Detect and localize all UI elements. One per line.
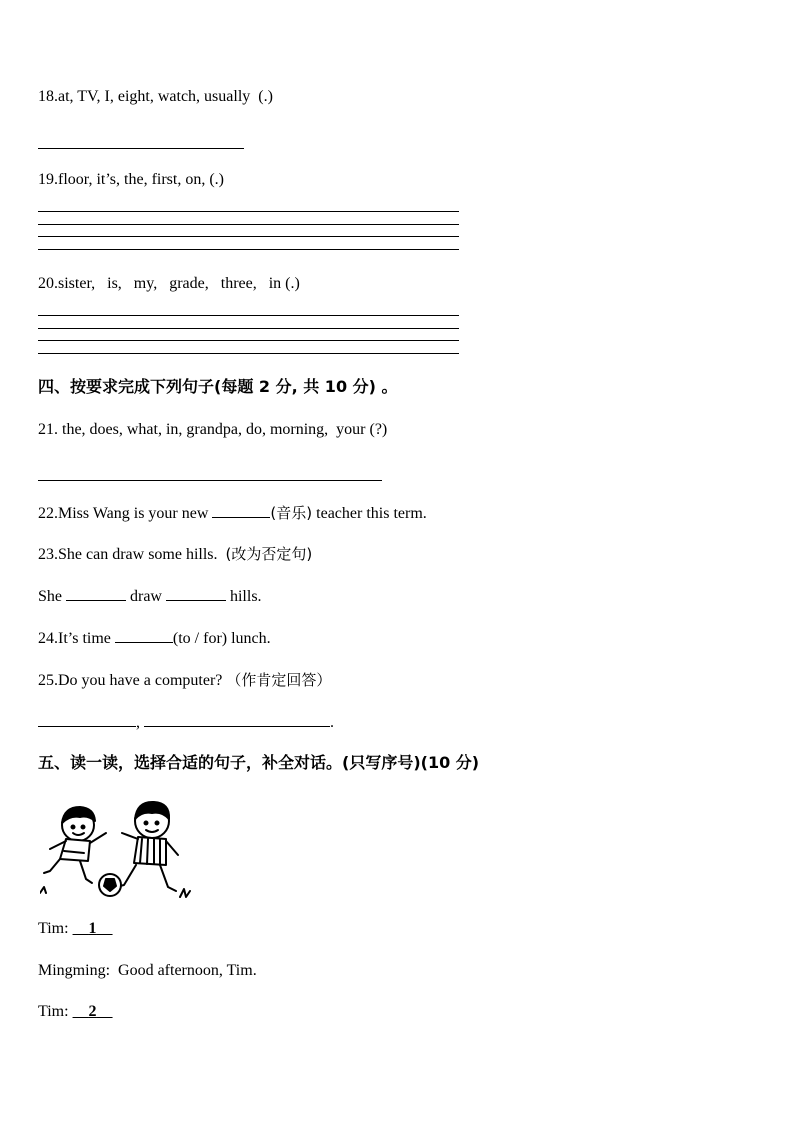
- answer-line-20d[interactable]: [38, 353, 459, 354]
- section-5-title: 五、读一读，选择合适的句子，补全对话。(只写序号)(10 分): [38, 753, 480, 772]
- a23-draw: draw: [126, 588, 166, 605]
- dialog-line-1: [38, 919, 113, 939]
- dialog-1-blank-number: 1: [88, 920, 97, 937]
- q25-hint: （作肯定回答）: [226, 671, 332, 689]
- answer-line-20a[interactable]: [38, 315, 459, 316]
- blank-25a[interactable]: [38, 712, 136, 727]
- boys-playing-football-illustration: [40, 793, 192, 903]
- dialog-line-3: [38, 1002, 113, 1022]
- q23-text: 23.She can draw some hills.: [38, 546, 226, 563]
- dialog-1-speaker: Tim:: [38, 920, 73, 937]
- q24-before: 24.It’s time: [38, 630, 115, 647]
- dialog-3-blank[interactable]: [73, 1003, 113, 1020]
- answer-23: [38, 586, 262, 607]
- q22-before: 22.Miss Wang is your new: [38, 505, 213, 522]
- a23-hills: hills.: [225, 588, 262, 605]
- blank-23a[interactable]: [66, 586, 126, 601]
- answer-line-20c[interactable]: [38, 340, 459, 341]
- a25-end: .: [330, 714, 334, 731]
- answer-25: [38, 712, 334, 733]
- dialog-line-2: [38, 961, 257, 981]
- question-18: 18.at, TV, I, eight, watch, usually (.): [38, 88, 273, 105]
- question-23: [38, 544, 312, 565]
- answer-line-19c[interactable]: [38, 236, 459, 237]
- question-22: [38, 503, 427, 524]
- dialog-2-line: Good afternoon, Tim.: [118, 962, 257, 979]
- answer-line-19b[interactable]: [38, 224, 459, 225]
- answer-line-21[interactable]: [38, 480, 382, 481]
- blank-23b[interactable]: [166, 586, 226, 601]
- question-21: 21. the, does, what, in, grandpa, do, morning, your (?): [38, 421, 388, 438]
- question-25: [38, 670, 331, 691]
- dialog-3-speaker: Tim:: [38, 1003, 73, 1020]
- q25-text: 25.Do you have a computer?: [38, 672, 227, 689]
- question-19: 19.floor, it’s, the, first, on, (.): [38, 171, 224, 188]
- question-24: [38, 628, 271, 649]
- dialog-2-speaker: Mingming:: [38, 962, 119, 979]
- blank-24[interactable]: [115, 628, 173, 643]
- blank-22[interactable]: [212, 503, 270, 518]
- q24-after: (to / for) lunch.: [172, 630, 271, 647]
- answer-line-20b[interactable]: [38, 328, 459, 329]
- answer-line-18[interactable]: [38, 148, 244, 149]
- blank-25b[interactable]: [144, 712, 330, 727]
- answer-line-19d[interactable]: [38, 249, 459, 250]
- dialog-3-blank-number: 2: [88, 1003, 97, 1020]
- a23-she: She: [38, 588, 66, 605]
- answer-line-19a[interactable]: [38, 211, 459, 212]
- section-4-title: 四、按要求完成下列句子(每题 2 分, 共 10 分) 。: [38, 377, 398, 396]
- q22-hint: (音乐): [270, 504, 313, 522]
- q23-hint: (改为否定句): [225, 545, 313, 563]
- dialog-1-blank[interactable]: [73, 920, 113, 937]
- q22-after: teacher this term.: [312, 505, 427, 522]
- a25-sep: ,: [136, 714, 144, 731]
- question-20: 20.sister, is, my, grade, three, in (.): [38, 275, 300, 292]
